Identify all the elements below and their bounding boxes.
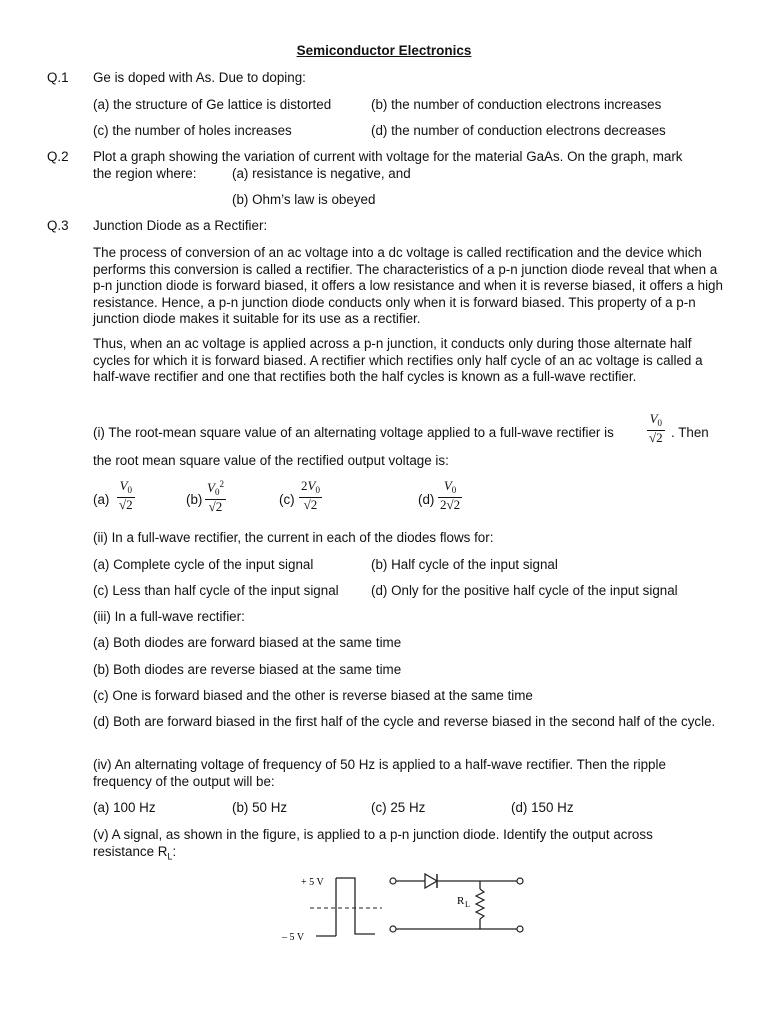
q3-iii-option-b: (b) Both diodes are reverse biased at the same time [93,662,402,677]
q2-option-a: (a) resistance is negative, and [232,166,411,181]
q1-option-d: (d) the number of conduction electrons decreases [371,123,666,138]
q3-i-text-2: the root mean square value of the rectified output voltage is: [93,453,449,468]
q3-i-option-a-formula: $\frac{V_0}{√2}$ [119,478,133,512]
q3-ii-option-d: (d) Only for the positive half cycle of the input signal [371,583,678,598]
q3-heading: Junction Diode as a Rectifier: [93,218,268,233]
question-number-2: Q.2 [47,149,69,164]
q3-i-option-d-formula: $\frac{V_0}{2√2}$ [440,478,461,512]
q1-option-a: (a) the structure of Ge lattice is distorted [93,97,332,112]
resistor-label-subscript: L [465,900,470,909]
q3-paragraph-2: Thus, when an ac voltage is applied across a p-n junction, it conducts only during those alternate half cycles for which it is forward biased. A rectifier which rectifies only half cycle of an ac voltage is called a half-wave rectifier and one that rectifies both the half cycles is known as a full-wave rectifier. [93,336,703,385]
q3-iv-text: (iv) An alternating voltage of frequency of 50 Hz is applied to a half-wave rectifier. Then the ripple frequency of the output will be: [93,757,666,789]
input-terminal-bottom [390,926,396,932]
rl-subscript: L [167,851,173,862]
q1-option-b: (b) the number of conduction electrons increases [371,97,662,112]
q3-ii-text: (ii) In a full-wave rectifier, the current in each of the diodes flows for: [93,530,494,545]
q3-iii-option-a: (a) Both diodes are forward biased at the same time [93,635,402,650]
q3-i-option-d-label: (d) [418,492,435,507]
q3-i-option-b-formula: $\frac{V_0^2}{√2}$ [207,479,224,514]
q3-i-then: . Then [671,425,709,440]
diode-icon [425,874,437,888]
question-number-1: Q.1 [47,70,69,85]
q3-i-text: (i) The root-mean square value of an alternating voltage applied to a full-wave rectifier is [93,425,614,440]
q2-option-b: (b) Ohm’s law is obeyed [232,192,376,207]
output-terminal-top [517,878,523,884]
q3-v-text-1: (v) A signal, as shown in the figure, is applied to a p-n junction diode. Identify the output across [93,827,653,842]
question-number-3: Q.3 [47,218,69,233]
circuit-figure [280,864,540,954]
q3-i-option-c-label: (c) [279,492,295,507]
q3-iv-option-c: (c) 25 Hz [371,800,426,815]
q3-i-option-a-label: (a) [93,492,110,507]
q3-ii-option-c: (c) Less than half cycle of the input signal [93,583,339,598]
q3-ii-option-a: (a) Complete cycle of the input signal [93,557,314,572]
q3-iv-option-b: (b) 50 Hz [232,800,288,815]
q1-option-c: (c) the number of holes increases [93,123,292,138]
q3-i-option-b-label: (b) [186,492,203,507]
q3-iii-option-d: (d) Both are forward biased in the first half of the cycle and reverse biased in the second half of the cycle. [93,714,716,729]
q2-line-2-start: the region where: [93,166,197,181]
plus-5v-label: + 5 V [301,877,324,888]
q3-v-text-2: resistance $R_L$: [93,844,177,862]
q3-iv-option-d: (d) 150 Hz [511,800,574,815]
q3-iii-option-c: (c) One is forward biased and the other is reverse biased at the same time [93,688,533,703]
square-pulse-waveform [336,878,375,934]
v0-over-root2-formula: $\frac{V_0}{√2}$ [649,411,663,445]
q1-stem: Ge is doped with As. Due to doping: [93,70,306,85]
resistor-label: R [457,895,465,907]
q3-paragraph-1: The process of conversion of an ac voltage into a dc voltage is called rectification and the device which performs this conversion is called a rectifier. The characteristics of a p-n junction diode reveal that when a p-n junction diode is forward biased, it offers a low resistance and when it is reverse biased, it offers a high resistance. Hence, a p-n junction diode conducts only when it is forward biased. This property of a p-n junction diode makes it suitable for its use as a rectifier. [93,245,723,327]
page-title: Semiconductor Electronics [296,43,472,58]
q3-iii-text: (iii) In a full-wave rectifier: [93,609,245,624]
input-terminal-top [390,878,396,884]
output-terminal-bottom [517,926,523,932]
resistor-icon [476,889,484,919]
q2-line-1: Plot a graph showing the variation of current with voltage for the material GaAs. On the graph, mark [93,149,683,164]
q3-ii-option-b: (b) Half cycle of the input signal [371,557,558,572]
minus-5v-label: – 5 V [282,932,305,943]
q3-iv-option-a: (a) 100 Hz [93,800,156,815]
q3-i-option-c-formula: $\frac{2V_0}{√2}$ [301,478,320,512]
